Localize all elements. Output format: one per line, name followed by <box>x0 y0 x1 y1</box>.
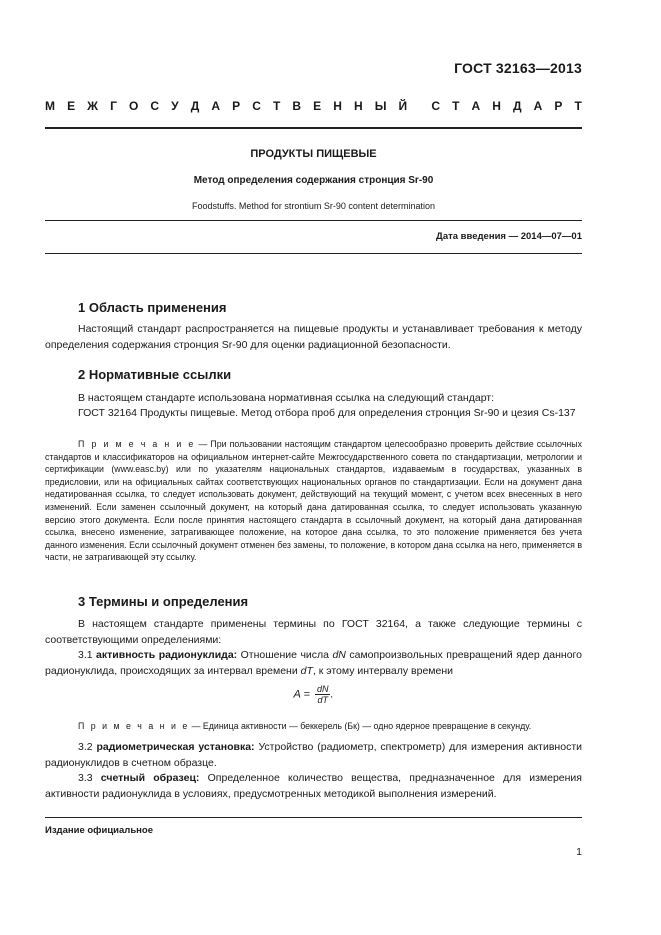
note-text: — При пользовании настоящим стандартом целесообразно проверить действие ссылочных стандартов и классификаторов на официальном интернет-сайте Межгосударственного совета по стандартизации, метрологии и сертификации (www.easc.by) или по указателям национальных стандартов, издаваемым в государствах, указанных в предисловии, или на официальных сайтах соответствующих национальных органов по стандартизации. Если на документ дана недатированная ссылка, то следует использовать документ, действующий на текущий момент, с учетом всех внесенных в него изменений. Если заменен ссылочный документ, на который дана датированная ссылка, то следует использовать указанную версию этого документа. Если после принятия настоящего стандарта в ссылочный документ, на который дана датированная ссылка, внесено изменение, затрагивающее положение, на которое дана ссылка, то это положение применяется без учета данного изменения. Если ссылочный документ отменен без замены, то положение, в котором дана ссылка на него, применяется в части, не затрагивающей эту ссылку. <box>45 439 582 563</box>
date-divider <box>45 253 582 254</box>
note-text: — Единица активности — беккерель (Бк) — одно ядерное превращение в секунду. <box>189 721 532 731</box>
section-2-heading: 2 Нормативные ссылки <box>78 367 232 382</box>
header-divider <box>45 127 582 129</box>
page-number: 1 <box>576 846 582 858</box>
section-2-note <box>45 438 582 564</box>
section-1-text: Настоящий стандарт распространяется на пищевые продукты и устанавливает требования к методу определения содержания стронция Sr-90 для оценки радиационной безопасности. <box>45 323 582 351</box>
gost-code: ГОСТ 32163—2013 <box>454 60 582 76</box>
activity-formula: A = $\frac{dN}{dT}$ . <box>293 684 334 705</box>
section-2-text-2: ГОСТ 32164 Продукты пищевые. Метод отбора проб для определения стронция Sr-90 и цезия Cs-137 <box>78 407 576 419</box>
formula-fraction: $\frac{dN}{dT}$ <box>316 684 329 705</box>
section-3-note <box>45 720 582 733</box>
official-edition-label: Издание официальное <box>45 825 153 836</box>
note-label: П р и м е ч а н и е <box>78 439 196 449</box>
term-3-1: 3.1 активность радионуклида: Отношение числа dN самопроизвольных превращений ядер данного радионуклида, происходящих за интервал времени dT, к этому интервалу времени <box>45 649 582 677</box>
section-3-intro: В настоящем стандарте применены термины по ГОСТ 32164, а также следующие термины с соответствующими определениями: <box>45 618 582 646</box>
term-3-2: 3.2 радиометрическая установка: Устройство (радиометр, спектрометр) для измерения активности радионуклидов в счетном образце. <box>45 741 582 769</box>
term-3-1-title: активность радионуклида: <box>96 649 238 661</box>
footer-divider <box>45 817 582 818</box>
term-3-2-title: радиометрическая установка: <box>96 741 255 753</box>
introduction-date: Дата введения — 2014—07—01 <box>436 231 582 242</box>
note-label: П р и м е ч а н и е <box>78 721 190 731</box>
section-2-text-1: В настоящем стандарте использована нормативная ссылка на следующий стандарт: <box>78 392 495 404</box>
section-1-heading: 1 Область применения <box>78 300 227 315</box>
document-title: ПРОДУКТЫ ПИЩЕВЫЕ <box>250 148 377 160</box>
section-3-heading: 3 Термины и определения <box>78 594 249 609</box>
term-3-3: 3.3 счетный образец: Определенное количество вещества, предназначенное для измерения активности радионуклида в условиях, предусмотренных методикой выполнения измерений. <box>45 772 582 800</box>
term-3-3-title: счетный образец: <box>100 772 200 784</box>
document-title-english: Foodstuffs. Method for strontium Sr-90 content determination <box>192 201 435 211</box>
document-subtitle: Метод определения содержания стронция Sr-90 <box>193 175 434 186</box>
interstate-standard-banner: М Е Ж Г О С У Д А Р С Т В Е Н Н Ы Й С Т А Н Д А Р Т <box>45 99 582 113</box>
title-divider <box>45 220 582 221</box>
